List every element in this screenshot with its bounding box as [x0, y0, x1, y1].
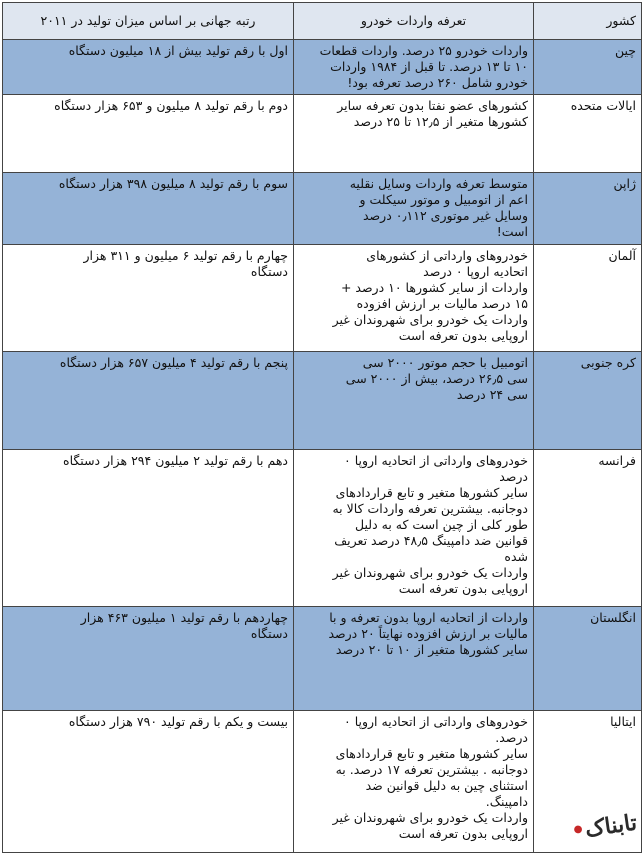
- rank-cell: اول با رقم تولید بیش از ۱۸ میلیون دستگاه: [3, 40, 294, 95]
- tariff-cell: واردات از اتحادیه اروپا بدون تعرفه و با مالیات بر ارزش افزوده نهایتاً ۲۰ درصد سایر کشورها متغیر از ۱۰ تا ۲۰ درصد: [294, 607, 534, 711]
- rank-cell: چهارم با رقم تولید ۶ میلیون و ۳۱۱ هزار دستگاه: [3, 245, 294, 352]
- table-row: [3, 95, 642, 173]
- table-row: [3, 245, 642, 352]
- tariff-cell: خودروهای وارداتی از اتحادیه اروپا ۰ درصد سایر کشورها متغیر و تابع قراردادهای دوجانبه. بیشترین تعرفه واردات کالا به طور کلی از چین است که به دلیل قوانین ضد دامپینگ ۴۸٫۵ درصد تعریف شده واردات یک خودرو برای شهروندان غیر اروپایی بدون تعرفه است: [294, 450, 534, 607]
- table-row: [3, 40, 642, 95]
- header-country: کشور: [534, 3, 642, 40]
- header-row: [3, 3, 642, 40]
- tariff-cell: خودروهای وارداتی از اتحادیه اروپا ۰ درصد. سایر کشورها متغیر و تابع قراردادهای دوجانبه . بیشترین تعرفه ۱۷ درصد. به استثنای چین به دلیل قوانین ضد دامپینگ. واردات یک خودرو برای شهروندان غیر اروپایی بدون تعرفه است: [294, 711, 534, 853]
- table-row: [3, 450, 642, 607]
- country-cell: فرانسه: [534, 450, 642, 607]
- rank-cell: سوم با رقم تولید ۸ میلیون ۳۹۸ هزار دستگاه: [3, 173, 294, 245]
- tariff-cell: کشورهای عضو نفتا بدون تعرفه سایر کشورها متغیر از ۱۲٫۵ تا ۲۵ درصد: [294, 95, 534, 173]
- table-row: [3, 352, 642, 450]
- logo-dot: •: [569, 816, 588, 845]
- tariff-cell: اتومبیل با حجم موتور ۲۰۰۰ سی سی ۲۶٫۵ درصد، بیش از ۲۰۰۰ سی سی ۲۴ درصد: [294, 352, 534, 450]
- country-cell: آلمان: [534, 245, 642, 352]
- rank-cell: دهم با رقم تولید ۲ میلیون ۲۹۴ هزار دستگاه: [3, 450, 294, 607]
- country-cell: ایالات متحده: [534, 95, 642, 173]
- rank-cell: دوم با رقم تولید ۸ میلیون و ۶۵۳ هزار دستگاه: [3, 95, 294, 173]
- tariff-cell: متوسط تعرفه واردات وسایل نقلیه اعم از اتومبیل و موتور سیکلت و وسایل غیر موتوری ۰٫۱۱۲ درصد است!: [294, 173, 534, 245]
- table-row: [3, 173, 642, 245]
- header-rank: رتبه جهانی بر اساس میزان تولید در ۲۰۱۱: [3, 3, 294, 40]
- table-row: [3, 711, 642, 853]
- country-cell: ژاپن: [534, 173, 642, 245]
- rank-cell: بیست و یکم با رقم تولید ۷۹۰ هزار دستگاه: [3, 711, 294, 853]
- country-cell: ایتالیا: [534, 711, 642, 853]
- rank-cell: پنجم با رقم تولید ۴ میلیون ۶۵۷ هزار دستگاه: [3, 352, 294, 450]
- tariff-cell: خودروهای وارداتی از کشورهای اتحادیه اروپا ۰ درصد واردات از سایر کشورها ۱۰ درصد + ۱۵ درصد مالیات بر ارزش افزوده واردات یک خودرو برای شهروندان غیر اروپایی بدون تعرفه است: [294, 245, 534, 352]
- country-cell: انگلستان: [534, 607, 642, 711]
- tariff-table: [2, 2, 642, 853]
- tariff-cell: واردات خودرو ۲۵ درصد. واردات قطعات ۱۰ تا ۱۳ درصد. تا قبل از ۱۹۸۴ واردات خودرو شامل ۲۶۰ درصد تعرفه بود!: [294, 40, 534, 95]
- country-cell: کره جنوبی: [534, 352, 642, 450]
- header-tariff: تعرفه واردات خودرو: [294, 3, 534, 40]
- country-cell: چین: [534, 40, 642, 95]
- table-row: [3, 607, 642, 711]
- logo-text: تابناک: [583, 809, 639, 843]
- rank-cell: چهاردهم با رقم تولید ۱ میلیون ۴۶۳ هزار دستگاه: [3, 607, 294, 711]
